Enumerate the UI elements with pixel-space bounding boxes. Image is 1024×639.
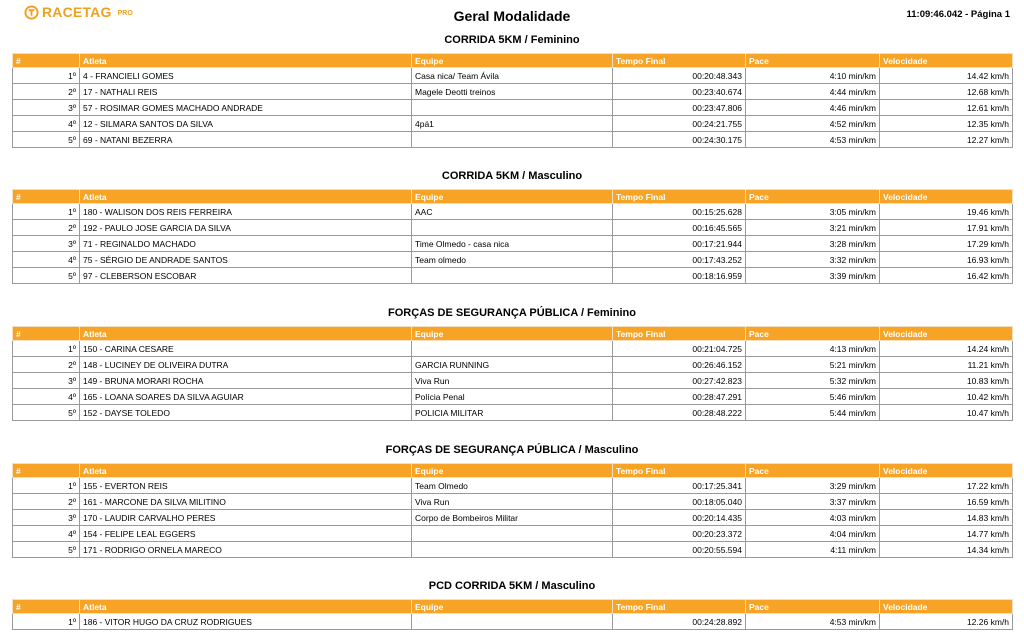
table-row	[13, 100, 1013, 116]
table-row	[13, 204, 1013, 220]
col-header-pace: Pace	[746, 327, 880, 341]
athlete-cell: 154 - FELIPE LEAL EGGERS	[80, 526, 412, 542]
position-cell: 5º	[13, 542, 80, 558]
table-row	[13, 510, 1013, 526]
pace-cell: 4:13 min/km	[746, 341, 880, 357]
athlete-cell: 97 - CLEBERSON ESCOBAR	[80, 268, 412, 284]
pace-cell: 3:21 min/km	[746, 220, 880, 236]
speed-cell: 10.47 km/h	[880, 405, 1013, 421]
results-table	[12, 599, 1013, 630]
table-header-row	[13, 327, 1013, 341]
col-header-pace: Pace	[746, 190, 880, 204]
position-cell: 3º	[13, 373, 80, 389]
results-table	[12, 189, 1013, 284]
results-section	[12, 31, 1012, 148]
col-header-speed: Velocidade	[880, 190, 1013, 204]
athlete-cell: 71 - REGINALDO MACHADO	[80, 236, 412, 252]
speed-cell: 14.42 km/h	[880, 68, 1013, 84]
speed-cell: 17.22 km/h	[880, 478, 1013, 494]
pace-cell: 3:05 min/km	[746, 204, 880, 220]
time-cell: 00:28:48.222	[613, 405, 746, 421]
time-cell: 00:27:42.823	[613, 373, 746, 389]
col-header-pos: #	[13, 600, 80, 614]
position-cell: 1º	[13, 614, 80, 630]
table-row	[13, 405, 1013, 421]
speed-cell: 12.61 km/h	[880, 100, 1013, 116]
pace-cell: 4:04 min/km	[746, 526, 880, 542]
team-cell	[412, 268, 613, 284]
athlete-cell: 69 - NATANI BEZERRA	[80, 132, 412, 148]
team-cell	[412, 132, 613, 148]
pace-cell: 3:29 min/km	[746, 478, 880, 494]
col-header-pos: #	[13, 54, 80, 68]
speed-cell: 17.29 km/h	[880, 236, 1013, 252]
table-row	[13, 132, 1013, 148]
results-section	[12, 304, 1012, 421]
time-cell: 00:24:30.175	[613, 132, 746, 148]
position-cell: 3º	[13, 100, 80, 116]
athlete-cell: 12 - SILMARA SANTOS DA SILVA	[80, 116, 412, 132]
position-cell: 1º	[13, 341, 80, 357]
table-header-row	[13, 54, 1013, 68]
team-cell	[412, 542, 613, 558]
position-cell: 5º	[13, 405, 80, 421]
position-cell: 4º	[13, 116, 80, 132]
speed-cell: 12.27 km/h	[880, 132, 1013, 148]
speed-cell: 16.93 km/h	[880, 252, 1013, 268]
results-table	[12, 53, 1013, 148]
pace-cell: 5:44 min/km	[746, 405, 880, 421]
col-header-pos: #	[13, 327, 80, 341]
col-header-team: Equipe	[412, 190, 613, 204]
time-cell: 00:24:21.755	[613, 116, 746, 132]
athlete-cell: 161 - MARCONE DA SILVA MILITINO	[80, 494, 412, 510]
col-header-time: Tempo Final	[613, 600, 746, 614]
team-cell: POLICIA MILITAR	[412, 405, 613, 421]
athlete-cell: 186 - VITOR HUGO DA CRUZ RODRIGUES	[80, 614, 412, 630]
team-cell: Team Olmedo	[412, 478, 613, 494]
col-header-team: Equipe	[412, 327, 613, 341]
speed-cell: 19.46 km/h	[880, 204, 1013, 220]
team-cell: Team olmedo	[412, 252, 613, 268]
athlete-cell: 192 - PAULO JOSE GARCIA DA SILVA	[80, 220, 412, 236]
speed-cell: 12.35 km/h	[880, 116, 1013, 132]
table-row	[13, 478, 1013, 494]
col-header-time: Tempo Final	[613, 190, 746, 204]
time-cell: 00:23:40.674	[613, 84, 746, 100]
col-header-team: Equipe	[412, 54, 613, 68]
position-cell: 1º	[13, 478, 80, 494]
position-cell: 4º	[13, 252, 80, 268]
team-cell	[412, 614, 613, 630]
athlete-cell: 57 - ROSIMAR GOMES MACHADO ANDRADE	[80, 100, 412, 116]
team-cell: Viva Run	[412, 494, 613, 510]
athlete-cell: 155 - EVERTON REIS	[80, 478, 412, 494]
section-title: CORRIDA 5KM / Feminino	[444, 34, 580, 46]
team-cell	[412, 526, 613, 542]
team-cell: Casa nica/ Team Ávila	[412, 68, 613, 84]
pace-cell: 4:44 min/km	[746, 84, 880, 100]
table-row	[13, 84, 1013, 100]
athlete-cell: 152 - DAYSE TOLEDO	[80, 405, 412, 421]
position-cell: 3º	[13, 510, 80, 526]
team-cell: Magele Deotti treinos	[412, 84, 613, 100]
athlete-cell: 170 - LAUDIR CARVALHO PERES	[80, 510, 412, 526]
table-header-row	[13, 190, 1013, 204]
position-cell: 2º	[13, 357, 80, 373]
table-row	[13, 116, 1013, 132]
athlete-cell: 180 - WALISON DOS REIS FERREIRA	[80, 204, 412, 220]
team-cell	[412, 100, 613, 116]
team-cell	[412, 220, 613, 236]
speed-cell: 16.59 km/h	[880, 494, 1013, 510]
table-row	[13, 268, 1013, 284]
pace-cell: 3:28 min/km	[746, 236, 880, 252]
table-row	[13, 494, 1013, 510]
time-cell: 00:20:23.372	[613, 526, 746, 542]
team-cell: Time Olmedo - casa nica	[412, 236, 613, 252]
pace-cell: 4:10 min/km	[746, 68, 880, 84]
time-cell: 00:17:21.944	[613, 236, 746, 252]
athlete-cell: 4 - FRANCIELI GOMES	[80, 68, 412, 84]
pace-cell: 5:21 min/km	[746, 357, 880, 373]
col-header-athlete: Atleta	[80, 600, 412, 614]
time-cell: 00:17:43.252	[613, 252, 746, 268]
section-title: CORRIDA 5KM / Masculino	[441, 170, 583, 182]
table-row	[13, 68, 1013, 84]
pace-cell: 5:46 min/km	[746, 389, 880, 405]
table-row	[13, 389, 1013, 405]
athlete-cell: 150 - CARINA CESARE	[80, 341, 412, 357]
section-title: FORÇAS DE SEGURANÇA PÚBLICA / Feminino	[388, 307, 636, 319]
results-section	[12, 577, 1012, 630]
position-cell: 1º	[13, 68, 80, 84]
team-cell	[412, 341, 613, 357]
time-cell: 00:28:47.291	[613, 389, 746, 405]
speed-cell: 14.24 km/h	[880, 341, 1013, 357]
team-cell: AAC	[412, 204, 613, 220]
section-title: FORÇAS DE SEGURANÇA PÚBLICA / Masculino	[385, 444, 639, 456]
position-cell: 2º	[13, 220, 80, 236]
position-cell: 5º	[13, 268, 80, 284]
time-cell: 00:17:25.341	[613, 478, 746, 494]
pace-cell: 4:53 min/km	[746, 132, 880, 148]
col-header-athlete: Atleta	[80, 190, 412, 204]
col-header-athlete: Atleta	[80, 464, 412, 478]
col-header-pace: Pace	[746, 54, 880, 68]
logo-text: RACETAG	[42, 4, 112, 20]
position-cell: 5º	[13, 132, 80, 148]
team-cell: Viva Run	[412, 373, 613, 389]
page-title: Geral Modalidade	[453, 8, 571, 24]
col-header-time: Tempo Final	[613, 464, 746, 478]
speed-cell: 12.68 km/h	[880, 84, 1013, 100]
time-cell: 00:15:25.628	[613, 204, 746, 220]
col-header-pos: #	[13, 464, 80, 478]
col-header-team: Equipe	[412, 600, 613, 614]
table-row	[13, 526, 1013, 542]
team-cell: 4pá1	[412, 116, 613, 132]
table-row	[13, 614, 1013, 630]
speed-cell: 10.42 km/h	[880, 389, 1013, 405]
team-cell: Polícia Penal	[412, 389, 613, 405]
time-cell: 00:26:46.152	[613, 357, 746, 373]
col-header-speed: Velocidade	[880, 54, 1013, 68]
pace-cell: 4:03 min/km	[746, 510, 880, 526]
pace-cell: 3:37 min/km	[746, 494, 880, 510]
speed-cell: 16.42 km/h	[880, 268, 1013, 284]
table-row	[13, 220, 1013, 236]
time-cell: 00:20:55.594	[613, 542, 746, 558]
col-header-time: Tempo Final	[613, 327, 746, 341]
speed-cell: 10.83 km/h	[880, 373, 1013, 389]
time-cell: 00:18:16.959	[613, 268, 746, 284]
results-section	[12, 167, 1012, 284]
time-cell: 00:20:48.343	[613, 68, 746, 84]
athlete-cell: 149 - BRUNA MORARI ROCHA	[80, 373, 412, 389]
time-page-info: 11:09:46.042 - Página 1	[906, 9, 1010, 20]
time-cell: 00:18:05.040	[613, 494, 746, 510]
table-row	[13, 341, 1013, 357]
position-cell: 1º	[13, 204, 80, 220]
table-row	[13, 542, 1013, 558]
col-header-time: Tempo Final	[613, 54, 746, 68]
table-row	[13, 252, 1013, 268]
logo-sub: PRO	[117, 10, 133, 17]
athlete-cell: 171 - RODRIGO ORNELA MARECO	[80, 542, 412, 558]
team-cell: GARCIA RUNNING	[412, 357, 613, 373]
pace-cell: 4:52 min/km	[746, 116, 880, 132]
speed-cell: 17.91 km/h	[880, 220, 1013, 236]
athlete-cell: 17 - NATHALI REIS	[80, 84, 412, 100]
col-header-speed: Velocidade	[880, 600, 1013, 614]
table-header-row	[13, 600, 1013, 614]
col-header-pace: Pace	[746, 600, 880, 614]
table-row	[13, 357, 1013, 373]
position-cell: 4º	[13, 389, 80, 405]
table-row	[13, 236, 1013, 252]
col-header-team: Equipe	[412, 464, 613, 478]
pace-cell: 4:46 min/km	[746, 100, 880, 116]
speed-cell: 14.83 km/h	[880, 510, 1013, 526]
col-header-athlete: Atleta	[80, 54, 412, 68]
pace-cell: 4:53 min/km	[746, 614, 880, 630]
pace-cell: 3:39 min/km	[746, 268, 880, 284]
time-cell: 00:23:47.806	[613, 100, 746, 116]
section-title: PCD CORRIDA 5KM / Masculino	[428, 580, 596, 592]
speed-cell: 11.21 km/h	[880, 357, 1013, 373]
position-cell: 2º	[13, 84, 80, 100]
results-section	[12, 441, 1012, 558]
time-cell: 00:16:45.565	[613, 220, 746, 236]
speed-cell: 12.26 km/h	[880, 614, 1013, 630]
position-cell: 3º	[13, 236, 80, 252]
pace-cell: 3:32 min/km	[746, 252, 880, 268]
col-header-speed: Velocidade	[880, 327, 1013, 341]
time-cell: 00:20:14.435	[613, 510, 746, 526]
speed-cell: 14.34 km/h	[880, 542, 1013, 558]
col-header-athlete: Atleta	[80, 327, 412, 341]
col-header-speed: Velocidade	[880, 464, 1013, 478]
pace-cell: 5:32 min/km	[746, 373, 880, 389]
col-header-pace: Pace	[746, 464, 880, 478]
table-header-row	[13, 464, 1013, 478]
athlete-cell: 75 - SÉRGIO DE ANDRADE SANTOS	[80, 252, 412, 268]
athlete-cell: 165 - LOANA SOARES DA SILVA AGUIAR	[80, 389, 412, 405]
athlete-cell: 148 - LUCINEY DE OLIVEIRA DUTRA	[80, 357, 412, 373]
team-cell: Corpo de Bombeiros Militar	[412, 510, 613, 526]
table-row	[13, 373, 1013, 389]
speed-cell: 14.77 km/h	[880, 526, 1013, 542]
position-cell: 2º	[13, 494, 80, 510]
time-cell: 00:21:04.725	[613, 341, 746, 357]
time-cell: 00:24:28.892	[613, 614, 746, 630]
position-cell: 4º	[13, 526, 80, 542]
results-table	[12, 463, 1013, 558]
results-table	[12, 326, 1013, 421]
col-header-pos: #	[13, 190, 80, 204]
pace-cell: 4:11 min/km	[746, 542, 880, 558]
